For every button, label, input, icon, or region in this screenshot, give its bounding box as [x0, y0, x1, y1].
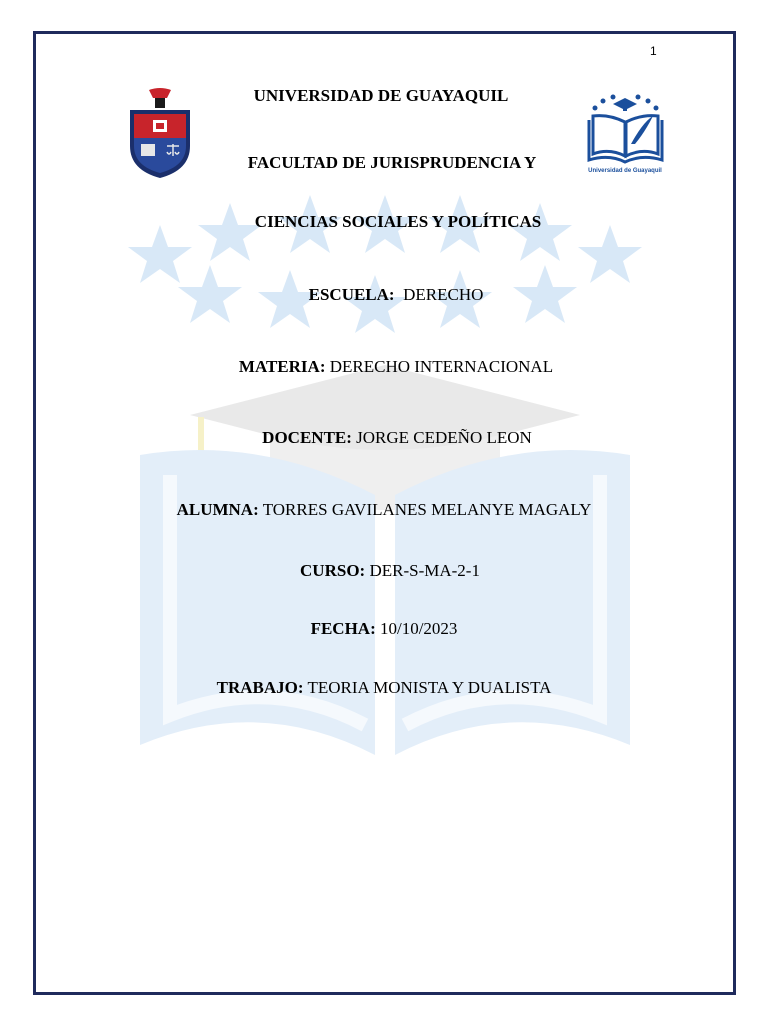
field-escuela: ESCUELA: DERECHO [308, 285, 484, 304]
field-fecha: FECHA: 10/10/2023 [310, 619, 458, 638]
faculty-title-line1: FACULTAD DE JURISPRUDENCIA Y [247, 153, 537, 172]
field-docente: DOCENTE: JORGE CEDEÑO LEON [262, 428, 532, 447]
university-title: UNIVERSIDAD DE GUAYAQUIL [253, 86, 509, 105]
field-trabajo: TRABAJO: TEORIA MONISTA Y DUALISTA [216, 678, 552, 697]
page-number: 1 [650, 44, 657, 58]
university-logo-caption: Universidad de Guayaquil [588, 168, 662, 174]
field-materia: MATERIA: DERECHO INTERNACIONAL [238, 357, 554, 376]
faculty-title-line2: CIENCIAS SOCIALES Y POLÍTICAS [254, 212, 542, 231]
field-alumna: ALUMNA: TORRES GAVILANES MELANYE MAGALY [176, 500, 592, 519]
field-curso: CURSO: DER-S-MA-2-1 [300, 561, 480, 580]
